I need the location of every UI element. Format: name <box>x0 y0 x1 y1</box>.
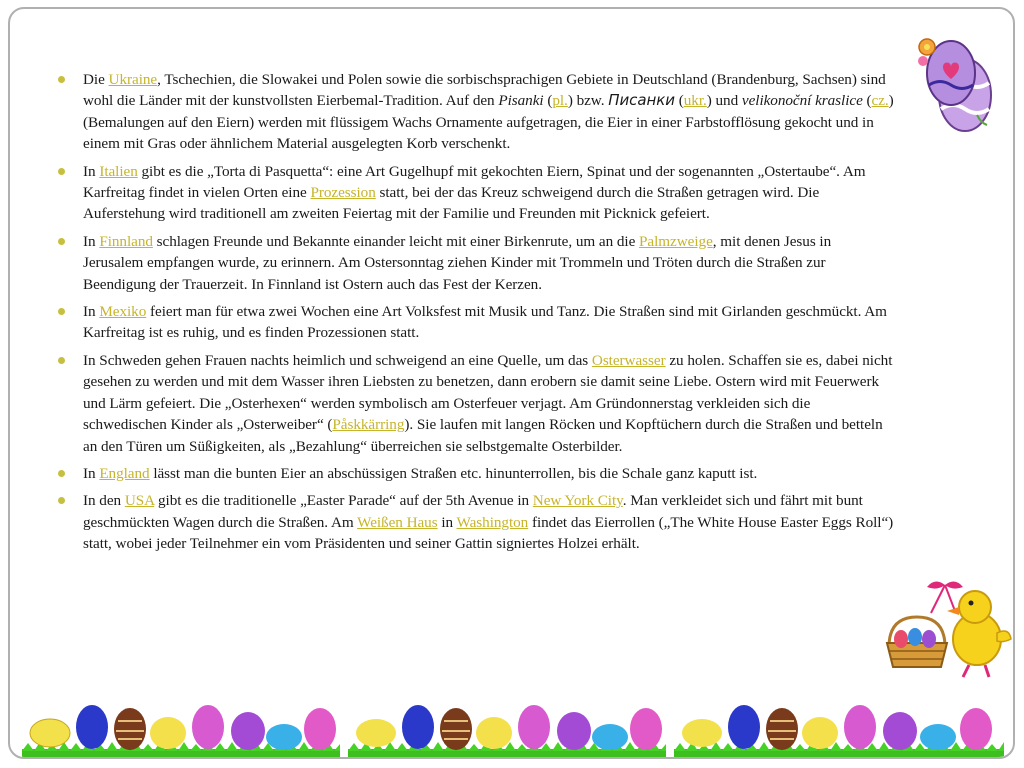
egg-row-3 <box>674 699 1004 759</box>
link-new-york-city[interactable]: New York City <box>532 492 623 510</box>
chick-basket-clipart <box>875 577 1015 682</box>
slide-frame <box>8 7 1015 759</box>
link-cz[interactable]: cz. <box>871 92 889 110</box>
item3-text-2: schlagen Freunde und Bekannte einander leicht mit einer Birkenrute, um an die <box>152 232 640 250</box>
item1-text-3: ( <box>543 92 553 110</box>
item4-text-2: feiert man für etwa zwei Wochen eine Art Volksfest mit Musik und Tanz. Die Straßen sind mit Girlanden geschmückt. Am Karfreitag ist es ruhig, und es finden Prozessionen statt. <box>83 303 887 342</box>
list-item <box>58 69 894 155</box>
link-osterwasser[interactable]: Osterwasser <box>591 351 666 369</box>
list-item <box>58 463 894 484</box>
item1-text-6: ) und <box>706 92 742 110</box>
item2-text-1: In <box>83 162 100 180</box>
item1-text-2: , Tschechien, die Slowakei und Polen sowie die sorbischsprachigen Gebiete in Deutschland (Brandenburg, Sachsen) sind wohl die Länder mit der kunstvollsten Eierbemal-Tradition. Auf den <box>83 71 886 110</box>
egg-strip-left <box>22 699 340 759</box>
item7-text-1: In den <box>83 492 125 510</box>
item4-text-1: In <box>83 303 100 321</box>
egg-strip-middle <box>348 699 666 759</box>
egg-strip-right <box>674 699 1004 759</box>
item1-text-7: ( <box>862 92 872 110</box>
item1-pisanki: Pisanki <box>498 92 544 110</box>
item1-text-1: Die <box>83 71 109 88</box>
link-england[interactable]: England <box>99 464 150 482</box>
egg-row-2 <box>348 699 666 759</box>
list-item <box>58 161 894 225</box>
item1-pysanky: Писанки <box>608 91 675 110</box>
item5-text-1: In Schweden gehen Frauen nachts heimlich und schweigend an eine Quelle, um das <box>83 351 592 369</box>
easter-eggs-clipart <box>913 33 997 137</box>
link-washington[interactable]: Washington <box>456 513 529 531</box>
item7-text-3: . Man verkleidet sich und fährt mit bunt geschmückten Wagen durch die Straßen. Am <box>83 492 863 531</box>
link-ukraine[interactable]: Ukraine <box>108 71 158 88</box>
item6-text-1: In <box>83 464 100 482</box>
link-italien[interactable]: Italien <box>99 162 138 180</box>
item1-kraslice: velikonoční kraslice <box>741 92 863 110</box>
item1-text-5: ( <box>674 92 684 110</box>
item7-text-4: in <box>437 513 457 531</box>
link-palmzweige[interactable]: Palmzweige <box>639 232 713 250</box>
egg-row-1 <box>22 699 340 759</box>
list-item <box>58 301 894 344</box>
link-prozession[interactable]: Prozession <box>310 184 376 202</box>
link-finnland[interactable]: Finnland <box>99 232 153 250</box>
item7-text-2: gibt es die traditionelle „Easter Parade“ auf der 5th Avenue in <box>154 492 533 510</box>
item2-text-3: statt, bei der das Kreuz schweigend durch die Straßen getragen wird. Die Auferstehung wird traditionell am zweiten Feiertag mit der Familie und Freunden mit Picknick gefeiert. <box>83 184 820 223</box>
item6-text-2: lässt man die bunten Eier an abschüssigen Straßen etc. hinunterrollen, bis die Schale ganz kaputt ist. <box>149 464 758 482</box>
item5-text-2: zu holen. Schaffen sie es, dabei nicht gesehen zu werden und mit dem Wasser ihren Liebsten zu benetzen, dann erobern sie damit seine Liebe. Ostern wird mit Feuerwerk und Lärm gefeiert. Die „Osterhexen“ werden symbolisch am Osterfeuer verjagt. Am Gründonnerstag verkleiden sich die schwedischen Kinder als „Osterweiber“ ( <box>83 351 893 434</box>
link-usa[interactable]: USA <box>124 492 155 510</box>
item2-text-2: gibt es die „Torta di Pasquetta“: eine Art Gugelhupf mit gekochten Eiern, Spinat und der sogenannten „Ostertaube“. Am Karfreitag findet in vielen Orten eine <box>83 162 866 202</box>
item3-text-3: , mit denen Jesus in Jerusalem empfangen wurde, zu erinnern. Am Ostersonntag ziehen Kinder mit Trommeln und Tröten durch die Straßen zur Beendigung der Trauerzeit. In Finnland ist Ostern auch das Fest der Kerzen. <box>83 232 832 293</box>
item3-text-1: In <box>83 232 100 250</box>
link-weisses-haus[interactable]: Weißen Haus <box>357 513 438 531</box>
item7-text-5: findet das Eierrollen („The White House Easter Eggs Roll“) statt, wobei jeder Teilnehmer ein vom Präsidenten und seiner Gattin signiertes Holzei erhält. <box>83 513 894 553</box>
item5-text-3: ). Sie laufen mit langen Röcken und Kopftüchern durch die Straßen und betteln an den Türen um Süßigkeiten, als „Bezahlung“ überreichen sie selbstgemalte Osterbilder. <box>83 416 883 455</box>
list-item <box>58 231 894 295</box>
item1-text-8: ) (Bemalungen auf den Eiern) werden mit flüssigem Wachs Ornamente aufgetragen, die Eier in einer Farbstofflösung gekocht und in einem mit Gras oder ähnlichem Material ausgelegten Korb verschenkt. <box>83 92 894 153</box>
link-pl[interactable]: pl. <box>552 92 568 110</box>
easter-traditions-list <box>58 69 894 555</box>
link-mexiko[interactable]: Mexiko <box>99 303 147 321</box>
list-item <box>58 490 894 554</box>
link-paskkarring[interactable]: Påskkärring <box>332 416 405 434</box>
link-ukr[interactable]: ukr. <box>683 92 707 110</box>
list-item <box>58 350 894 457</box>
content-area <box>58 69 894 561</box>
item1-text-4: ) bzw. <box>567 92 609 110</box>
